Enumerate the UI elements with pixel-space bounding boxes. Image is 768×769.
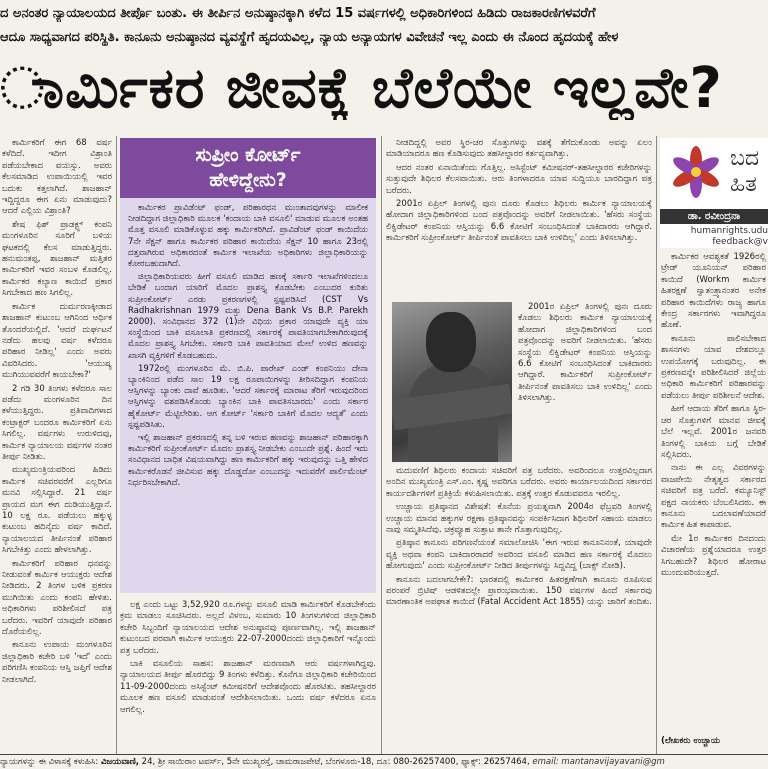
column-brand-box (660, 138, 768, 248)
author-note: (ಲೇಖಕರು ಉಚ್ಚಾಯ (661, 736, 720, 746)
paragraph: 1972ರಲ್ಲಿ ಮಂಗಳೂರಿನ ಮೆ. ಬಿ.ಪಿ. ಪಾರೇಖ್ ಎಂಡ್ ಕಂಪನಿಯು ದೇನಾ ಬ್ಯಾಂಕಿನಿಂದ ಪಡೆದ ಸಾಲ 19 ಲಕ್ಷ ರೂಪಾಯಿಗಳನ್ನು ತೀರಿಸದಿದ್ದಾಗ ಕಂಪನಿಯ ಆಸ್ತಿಗಳನ್ನು ಬ್ಯಾಂಕು ದಾವೆ ಹೂಡಿತು. 'ಆದರೆ ಸರ್ಕಾರಕ್ಕೆ ಮಾರಾಟ ತೆರಿಗೆ ಇರುವುದರಿಂದ ಆಸ್ತಿಗಳನ್ನು ವಶಪಡಿಸಿಕೊಂಡು ಬ್ಯಾಂಕಿನ ಬಾಕಿ ಪಾವತಿಸಬಾರದು' ಎಂದು ಸರ್ಕಾರ ಹೈಕೋರ್ಟ್ ಮೆಟ್ಟಿಲೇರಿತು. ಆಗ ಕೋರ್ಟ್ 'ಸರ್ಕಾರಿ ಬಾಕಿಗೆ ಮೊದಲ ಆದ್ಯತೆ' ಎಂದು ಸ್ಪಷ್ಟಪಡಿಸಿತು. (128, 363, 368, 430)
column-divider (116, 136, 117, 754)
top-line-1: ದ ಅನಂತರ ನ್ಯಾಯಾಲಯದ ತೀರ್ಪೊ ಬಂತು. ಈ ತೀರ್ಪಿನ ಅನುಷ್ಠಾನಕ್ಕಾಗಿ ಕಳೆದ 15 ವರ್ಷಗಳಲ್ಲಿ ಅಧಿಕಾರಿಗಳಿಂದ ಹಿಡಿದು ರಾಜಕಾರಣಿಗಳವರೆಗೆ (0, 6, 596, 21)
paragraph: ಕಾರ್ಮಿಕರ ಪ್ರಾವಿಡೆಂಟ್ ಫಂಡ್, ಪರಿಹಾರಧನ ಮುಂತಾದವುಗಳನ್ನು ಮಾಲೀಕ ನೀಡದಿದ್ದಾಗ ಜಿಲ್ಲಾಧಿಕಾರಿ ಮೂಲಕ 'ಕಂದಾಯ ಬಾಕಿ ವಸೂಲಿ' ಮಾಡುವ ಮೂಲಕ ಅಂತಹ ಮೊತ್ತ ವಸೂಲಿ ಮಾಡಿಕೊಳ್ಳುವ ಹಕ್ಕು ಕಾರ್ಮಿಕರಿಗಿದೆ. ಪ್ರಾವಿಡೆಂಟ್ ಫಂಡ್ ಕಾಯಿದೆಯ 7ನೇ ಸೆಕ್ಷನ್ ಹಾಗೂ ಕಾರ್ಮಿಕರ ಪರಿಹಾರ ಕಾಯಿದೆಯ ಸೆಕ್ಷನ್ 10 ಹಾಗೂ 23ರಲ್ಲಿ ದತ್ತವಾಗಿರುವ ಅಧಿಕಾರದಂತೆ ಕಾರ್ಮಿಕ ಇಲಾಖೆಯ ಅಧಿಕಾರಿಗಳು ಜಿಲ್ಲಾಧಿಕಾರಿಯನ್ನು ಕೋರಬಹುದಾಗಿದೆ. (128, 203, 368, 270)
paragraph: 2 ಗಡಿ 30 ತಿಂಗಳು ಕಳೆದರೂ ಸಾಲ ಪಡೆದು ಮಂಗಳೂರಿನ ದಿನ ಕಳೆಯುತ್ತಿದ್ದರು. ಪ್ರತಿವಾದಿಗಳಾದ ಕಂಟ್ರಾಕ್ಟರ್ ಬಂದರೂ ಕಾರ್ಮಿಕರಿಗೆ ಏನು ಸಿಗಲಿಲ್ಲ. ವರ್ಷಗಳು ಉರುಳಿದವು, ಕಾರ್ಮಿಕ ನ್ಯಾಯಾಲಯ ವರ್ಷಗಳ ನಂತರ ತೀರ್ಪು ನೀಡಿತು. (2, 383, 112, 462)
worker-photo (392, 302, 512, 462)
paragraph: ಕಾರ್ಮಿಕರಿಗೆ ಈಗ 68 ವರ್ಷ ಕಳೆದಿದೆ. ಇದೀಗ ವಿಶ್ರಾಂತಿ ಪಡೆಯಬೇಕಾದ ವಯಸ್ಸು. ಅವರು ಕೆಲಸಮಾಡಿದ ಉಪಾಯಿಯಲ್ಲಿ ಇವರ ಬದುಕು ಕತ್ತಲಾಗಿದೆ. ಶಾಜಹಾನ್ ಇದ್ದಿದ್ದರೂ ಈಗ ಏನು ಮಾಡುವುದು? ಆದರೆ ಎಲ್ಲಿಯ ವಿಶ್ರಾಂತಿ? (2, 138, 112, 217)
paragraph: ಲಕ್ಷ ಎಂದು ಒಟ್ಟು 3,52,920 ರೂ.ಗಳನ್ನು ವಸೂಲಿ ಮಾಡಿ ಕಾರ್ಮಿಕರಿಗೆ ಕೊಡಬೇಕೆಂದು ಕ್ರಮ ಮಾಡಲು ಸೂಚಿಸಿದರು. ಅಲ್ಲದೆ ವಿಳಂಬ, ಸುಮಾರು 10 ತಿಂಗಳುಗಳಿಂದ ಜಿಲ್ಲಾಧಿಕಾರಿ ಕಚೇರಿ ಸಿಬ್ಬಂದಿಗೆ ನ್ಯಾಯಾಲಯದ ಆದೇಶ ಅನುಷ್ಠಾನವು ಪೂರ್ಣವಾಗಿಲ್ಲ. ಇಲ್ಲಿ ಶಾಜಹಾನ್ ಕುಟುಂಬದ ಪರವಾಗಿ ಕಾರ್ಮಿಕ ಆಯುಕ್ತರು 22-07-2000ದಂದು ಜಿಲ್ಲಾಧಿಕಾರಿಗೆ ಇನ್ನೊಂದು ಪತ್ರ ಬರೆದರು. (120, 600, 376, 656)
left-column (2, 138, 112, 750)
right-column-top (386, 138, 652, 300)
paragraph: 2001ರ ಏಪ್ರಿಲ್ ತಿಂಗಳಲ್ಲಿ ಪುನಃ ದೂರು ಕೊಡಲು ಶಿಥಿಲರು ಕಾರ್ಮಿಕ ನ್ಯಾಯಾಲಯಕ್ಕೆ ಹೋದಾಗ ಜಿಲ್ಲಾಧಿಕಾರಿಗಳಿಂದ ಬಂದ ಪತ್ರವೊಂದನ್ನು ಅವರಿಗೆ ನೀಡಲಾಯಿತು. 'ಹೆಸರು ಸಂಸ್ಥೆಯ ಲಿಕ್ವಿಡೇಟರ್ ಕಂಪನಿಯ ಆಸ್ತಿಯನ್ನು 6.6 ಕೋಟಿಗೆ ಸಂಬಂಧಿಸಿದಂತೆ ಬಾಕಿದಾರರು ಆಗಿದ್ದಾರೆ. ಕಾರ್ಮಿಕರಿಗೆ ಸುಪ್ರೀಂಕೋರ್ಟ್ ತೀರ್ಪಿನಂತೆ ಪಾವತಿಸಲು ಬಾಕಿ ಉಳಿದಿಲ್ಲ' ಎಂದು ತಿಳಿಸಲಾಗಿತ್ತು. (518, 302, 652, 404)
footer-email[interactable]: email: mantanavijayavani@gm (532, 757, 665, 767)
paragraph: ಉಚ್ಚಾಯ ಪ್ರತಿಷ್ಠಾನದ ವಿಶೇಷತೆ: ಕೊನೆಯ ಪ್ರಯತ್ನವಾಗಿ 2004ರ ಫೆಬ್ರವರಿ ತಿಂಗಳಲ್ಲಿ ಉಚ್ಚಾಯ ಮಾನವ ಹಕ್ಕುಗಳ ರಕ್ಷಣಾ ಪ್ರತಿಷ್ಠಾನವನ್ನು ಸಂಪರ್ಕಿಸಿದಾಗ ಶಿಥಿಲರಿಗೆ ಸಹಾಯ ಮಾಡಲು ನಾವು ಸಮ್ಮತಿಸಿದೆವು. ಚಕ್ರವ್ಯೂಹ ಸುತ್ತಾಟ ತಾನೇ ಗೊತ್ತಾಗುವುದಿಲ್ಲ. (386, 502, 652, 536)
column-title: ಬದ ಹಿತ (730, 146, 760, 197)
box-title (120, 138, 376, 198)
footer-text: ನ್ಯಾಯಗಳನ್ನು ಈ ವಿಳಾಸಕ್ಕೆ ಕಳುಹಿಸಿ: (0, 757, 101, 767)
box-title-line-1: ಸುಪ್ರೀಂ ಕೋರ್ಟ್ (195, 144, 301, 166)
box-title-line-2: ಹೇಳಿದ್ದೇನು? (209, 169, 287, 191)
far-right-column (661, 252, 766, 732)
paragraph: ಪ್ರತಿಷ್ಠಾನ ಕಾನೂನು ಪರಿಗಣನೆಯಂತೆ ಸಮಾಲೋಚಿಸಿ 'ಈಗ ಇರುವ ಕಾನೂನಿನಂತೆ, ಯಾವುದೇ ವ್ಯಕ್ತಿ ಅಥವಾ ಕಂಪನಿ ಬಾಕಿದಾರರಾದರೆ ಅವರಿಂದ ವಸೂಲಿ ಮಾಡಿದ ಹಣ ಸರ್ಕಾರಕ್ಕೆ ಮೊದಲು ಹೋಗುವುದು' ಎಂದು ಸುಪ್ರೀಂಕೋರ್ಟ್ ನೀಡಿದ ತೀರ್ಪುಗಳನ್ನು ಸಿದ್ದವಿದ್ದ (ಬಾಕ್ಸ್ ನೋಡಿ). (386, 538, 652, 572)
paragraph: ಕಾನೂನು ಉಪಾಯ ಮಂಗಳೂರಿನ ಜಿಲ್ಲಾಧಿಕಾರಿ ಕಚೇರಿ ಬಳಿ 'ಇದೆ' ಎಂದು ಪರಿಗಣಿಸಿ ಕಂಪನಿಯ ಆಸ್ತಿ ಜಪ್ತಿಗೆ ಆದೇಶ ನೀಡಲಾಗಿದೆ. (2, 640, 112, 685)
paragraph: ಕಾನೂನು ಬದಲಾಗಬೇಕೇ?: ಭಾರತದಲ್ಲಿ ಕಾರ್ಮಿಕರ ಹಿತರಕ್ಷಣೆಗಾಗಿ ಕಾನೂನು ರೂಪಿಸುವ ಪರಂಪರೆ ಬ್ರಿಟಿಷ್ ಆಡಳಿತದಲ್ಲೇ ಪ್ರಾರಂಭವಾಯಿತು. 150 ವರ್ಷಗಳ ಹಿಂದೆ ಸರ್ಕಾರವು ಮಾರಣಾಂತಿಕ ಅಪಘಾತ ಕಾಯಿದೆ (Fatal Accident Act 1855) ಯನ್ನು ಜಾರಿಗೆ ತಂದಿತು. (386, 574, 652, 608)
flower-logo-icon (670, 146, 722, 198)
paragraph: ಬಾಕಿ ವಸೂಲಿಯ ಸಾಹಸ: ಶಾಜಹಾನ್ ಮರಣವಾಗಿ ಆರು ವರ್ಷಗಳಾಗಿದ್ದವು. ನ್ಯಾಯಾಲಯದ ತೀರ್ಪು ಹೊರಬಿದ್ದು 9 ತಿಂಗಳು ಕಳೆದಿತ್ತು. ಕೊನೆಗೂ ಜಿಲ್ಲಾಧಿಕಾರಿ ಕಚೇರಿಯಿಂದ 11-09-2000ದಂದು ಅಸಿಸ್ಟೆಂಟ್ ಕಮೀಷನರಿಗೆ ಆದೇಶವೊಂದು ಹೊರಟಿತು. ತಹಸೀಲ್ದಾರರ ಮೂಲಕ ಹಣ ವಸೂಲಿ ಮಾಡುವಂತೆ ಆದೇಶಿಸಲಾಯಿತು. ಒಂದು ವರ್ಷ ಕಳೆದರೂ ಏನೂ ಆಗಲಿಲ್ಲ. (120, 659, 376, 715)
top-line-2: ಆದೂ ಸಾಧ್ಯವಾಗದ ಪರಿಸ್ಥಿತಿ. ಕಾನೂನು ಅನುಷ್ಠಾನದ ವ್ಯವಸ್ಥೆಗೆ ಹೃದಯವಿಲ್ಲ, ನ್ಯಾಯ ಅನ್ಯಾಯಗಳ ವಿವೇಚನೆ ಇಲ್ಲ ಎಂದು ಈ ನೊಂದ ಹೃದಯಕ್ಕೆ ಹೇಳ (0, 30, 619, 45)
author-contact (660, 226, 768, 248)
right-column-beside-photo (518, 302, 652, 464)
paragraph: ಮದುವಣಿಗೆ ಶಿಥಿಲರು ಕಂದಾಯ ಸಚಿವರಿಗೆ ಪತ್ರ ಬರೆದರು. ಅವರಿಂದಲೂ ಉತ್ತರವಿಲ್ಲದಾಗ ಅಂದಿನ ಮುಖ್ಯಮಂತ್ರಿ ಎಸ್.ಎಂ. ಕೃಷ್ಣ ಅವರಿಗೂ ಬರೆದರು. ಅವರು ಕಾರ್ಯಾಲಯದಿಂದ ಸರ್ಕಾರದ ಕಾರ್ಯದರ್ಶಿಗಳಿಗೆ ಪ್ರತಿಕ್ರಿಯೆ ಕಳುಹಿಸಲಾಯಿತು. ಪತ್ರಕ್ಕೆ ಉತ್ತರ ಕೊಡುವವರೂ ಇರಲಿಲ್ಲ. (386, 466, 652, 499)
paragraph: ಆದರ ನಂತರ ಏನಾಯಿತೆಂದು ಗೊತ್ತಿಲ್ಲ. ಅಸಿಸ್ಟೆಂಟ್ ಕಮೀಷನರ್-ತಹಸೀಲ್ದಾರರ ಕಚೇರಿಗಳನ್ನು ಸುತ್ತುವುದೇ ಶಿಥಿಲರ ಕೆಲಸವಾಯಿತು. ಆರು ತಿಂಗಳಾದರೂ ಯಾವ ಸುದ್ದಿಯೂ ಬಾರದಿದ್ದಾಗ ಪತ್ರ ಬರೆದರು. (386, 162, 652, 196)
paragraph: ಶೇಷ ಫಿಶ್ ಪ್ರಾಡಕ್ಟ್ಸ್ ಕಂಪನಿ ಮಂಗಳೂರಿನ ಸೂರಿಗೆ ಬಳಿಯ ಘಟಕದಲ್ಲಿ ಕೆಲಸ ಮಾಡುತ್ತಿದ್ದರು. ಹನುಮಂತಪ್ಪ, ಶಾಜಹಾನ್ ಮತ್ತಿತರ ಕಾರ್ಮಿಕರಿಗೆ ಇವರ ಸಂಬಳ ಕೊಡಲಿಲ್ಲ. ಕಾರ್ಮಿಕರ ಕಲ್ಯಾಣ ಕಾಯಿದೆ ಪ್ರಕಾರ ಸಿಗಬೇಕಾದ ಹಣ ಸಿಗಲಿಲ್ಲ. (2, 219, 112, 299)
paragraph: ನೀಡದಿದ್ದಲ್ಲಿ ಅವರ ಸ್ಥಿರ-ಚರ ಸೊತ್ತುಗಳನ್ನು ವಶಕ್ಕೆ ತೆಗೆದುಕೊಂಡು ಅವನ್ನು ಏಲಂ ಮಾಡಿಯಾದರೂ ಹಣ ಕೊಡಿಸುವುದು ತಹಸೀಲ್ದಾರರ ಕರ್ತವ್ಯವಾಗಿತ್ತು. (386, 138, 652, 160)
feedback-email[interactable]: feedback@v (712, 237, 768, 247)
footer (0, 754, 768, 769)
middle-bottom-column (120, 600, 376, 750)
paragraph: 2001ರ ಏಪ್ರಿಲ್ ತಿಂಗಳಲ್ಲಿ ಪುನಃ ದೂರು ಕೊಡಲು ಶಿಥಿಲರು ಕಾರ್ಮಿಕ ನ್ಯಾಯಾಲಯಕ್ಕೆ ಹೋದಾಗ ಜಿಲ್ಲಾಧಿಕಾರಿಗಳಿಂದ ಬಂದ ಪತ್ರವೊಂದನ್ನು ಅವರಿಗೆ ನೀಡಲಾಯಿತು. 'ಹೆಸರು ಸಂಸ್ಥೆಯ ಲಿಕ್ವಿಡೇಟರ್ ಕಂಪನಿಯ ಆಸ್ತಿಯನ್ನು 6.6 ಕೋಟಿಗೆ ಸಂಬಂಧಿಸಿದಂತೆ ಬಾಕಿದಾರರು ಆಗಿದ್ದಾರೆ. ಕಾರ್ಮಿಕರಿಗೆ ಸುಪ್ರೀಂಕೋರ್ಟ್ ತೀರ್ಪಿನಂತೆ ಪಾವತಿಸಲು ಬಾಕಿ ಉಳಿದಿಲ್ಲ' ಎಂದು ತಿಳಿಸಲಾಗಿತ್ತು. (386, 199, 652, 244)
supreme-court-box (120, 138, 376, 593)
paragraph: ಜಿಲ್ಲಾಧಿಕಾರಿಯವರು ಹೀಗೆ ವಸೂಲಿ ಮಾಡಿದ ಹಣಕ್ಕೆ ಸರ್ಕಾರಿ ಇಲಾಖೆಗಳಿಂದಲೂ ಬೇಡಿಕೆ ಬಂದಾಗ ಯಾರಿಗೆ ಮೊದಲ ಪ್ರಾಶಸ್ತ್ಯ ಕೊಡಬೇಕು ಎಂಬುದರ ಕುರಿತು ಸುಪ್ರೀಂಕೋರ್ಟ್ ಎರಡು ಪ್ರಕರಣಗಳಲ್ಲಿ ಸ್ಪಷ್ಟಪಡಿಸಿದೆ (CST Vs Radhakrishnan 1979 ಮತ್ತು Dena Bank Vs B.P. Parekh 2000). ಸಂವಿಧಾನದ 372 (1)ನೇ ವಿಧಿಯ ಪ್ರಕಾರ ಯಾವುದೇ ವ್ಯಕ್ತಿ ಯಾ ಸಂಸ್ಥೆಯಿಂದ ಬಾಕಿ ವಸೂಲಾತಿ ಪ್ರಕರಣದಲ್ಲಿ ಸರ್ಕಾರಕ್ಕೆ ಪಾವತಿಯಾಗಬೇಕಾಗಿರುವುದಕ್ಕೆ ಮೊದಲ ಪ್ರಾಶಸ್ತ್ಯ ಸಿಗಬೇಕು. ಸರ್ಕಾರಿ ಬಾಕಿ ಪಾವತಿಯಾದ ಮೇಲೆ ಉಳಿದ ಹಣವನ್ನು ಖಾಸಗಿ ವ್ಯಕ್ತಿಗಳಿಗೆ ಕೊಡಬಹುದು. (128, 272, 368, 361)
right-column-bottom (386, 466, 652, 750)
paragraph: ಕಾರ್ಮಿಕರಿಗೆ ಪರಿಹಾರ ಧನವನ್ನು ನೀಡುವಂತೆ ಕಾರ್ಮಿಕ ಆಯುಕ್ತರು ಆದೇಶ ನೀಡಿದರು. 2 ತಿಂಗಳ ಬಳಿಕ ಪ್ರಕರಣ ಮುಗಿಯಿತು ಎಂದು ಕಂಪನಿ ಹೇಳಿತು. ಅಧಿಕಾರಿಗಳು ಪರಿಶೀಲಿಸದೆ ಪತ್ರ ಬರೆದರು. ಇವರಿಗೆ ಯಾವುದೇ ಪರಿಹಾರ ದೊರೆಯಲಿಲ್ಲ. (2, 558, 112, 638)
paragraph: ಇಲ್ಲಿ ಶಾಜಹಾನ್ ಪ್ರಕರಣದಲ್ಲಿ ತನ್ನ ಬಳಿ ಇರುವ ಹಣವನ್ನು ಶಾಜಹಾನ್ ಪರಿಹಾರಕ್ಕಾಗಿ ಕಾರ್ಮಿಕರಿಗೆ ಸುಪ್ರೀಂಕೋರ್ಟ್ ಮೊದಲ ಪ್ರಾಶಸ್ತ್ಯ ನೀಡಬೇಕು ಎಂಬುದೇ ಪ್ರಶ್ನೆ. ಹಿಂದೆ ಇದು ಸಂವಿಧಾನದ ಬಾಧಿತ ವಿಷಯವಾಗಿದ್ದು ಹಣ ಕಾರ್ಮಿಕರಿಗೆ ಹಕ್ಕು ಇರುವುದನ್ನು ಒತ್ತಿ ಹೇಳಿದ ಕಾರ್ಮಿಕರೊಡನೆ ಜೀವಿಸುವ ಹಕ್ಕು ದೊಡ್ಡದೋ ಎಂಬುದನ್ನು ಇದುವರೆಗೆ ಪಾರ್ಲಿಮೆಂಟ್ ನಿರ್ಧರಿಸಬೇಕಾಗಿದೆ. (128, 433, 368, 488)
box-body (120, 198, 376, 593)
paragraph: ಹೀಗೆ ಆದಾಯ ತೆರಿಗೆ ಹಾಗೂ ಸ್ಥಿರ-ಚರ ಸೊತ್ತುಗಳಿಗೆ ಮಾನವ ಜೀವಕ್ಕೆ ಬೆಲೆ ಇಲ್ಲವೆ. 2001ರ ಜನವರಿ ತಿಂಗಳಲ್ಲಿ ಬಾಕಿಯ ಬಗ್ಗೆ ಬೇಡಿಕೆ ಸಲ್ಲಿಸಿದರು. (661, 404, 766, 460)
headline: ಾರ್ಮಿಕರ ಜೀವಕ್ಕೆ ಬೆಲೆಯೇ ಇಲ್ಲವೇ? (0, 58, 723, 120)
column-divider (656, 136, 657, 754)
footer-address: 24, ಶ್ರೀ ಸಾಯಿರಾಂ ಟವರ್ಸ್, 5ನೇ ಮುಖ್ಯರಸ್ತೆ, ಚಾಮರಾಜಪೇಟೆ, ಬೆಂಗಳೂರು-18, ದೂ: 080-26257400, ಫ್ಯಾಕ್ಸ್: 26257464, (138, 757, 533, 767)
paragraph: ಕಾನೂನು ಪಾಲಿಸಬೇಕಾದ ಶಾಸನಗಳು ಯಾವ ದೇಶದಲ್ಲೂ ಉಪಯೋಗಕ್ಕೆ ಬರುವುದಿಲ್ಲ. ಈ ಪ್ರಕರಣವನ್ನೇ ಪರಿಶೀಲಿಸಿದರೆ ಜಿಲ್ಲೆಯ ಅಧಿಕಾರಿ ಕಾರ್ಮಿಕರಿಗೆ ಪರಿಹಾರವನ್ನು ಪಡೆಯಲು ತೀರ್ಪು ಪರಿಶೀಲನೆ ಆದೇಶ. (661, 333, 766, 401)
paragraph: ಕಾರ್ಮಿಕರ ಆವಶ್ಯಕತೆ 1926ರಲ್ಲಿ ಟ್ರೇಡ್ ಯೂನಿಯನ್ ಪರಿಹಾರ ಕಾಯಿದೆ (Workm ಕಾರ್ಮಿಕ ಹಿತರಕ್ಷಣೆ ಸ್ವಾತಂತ್ರ್ಯಾನಂತರ ಅನೇಕ ಪರಿಹಾರ ಕಾಯಿದೆಗಳು ರಾಜ್ಯ ಹಾಗೂ ಕೇಂದ್ರ ಸರ್ಕಾರಗಳು ಇವಾಗಿದ್ದರೂ ಹೊಣೆ. (661, 252, 766, 331)
column-divider (381, 136, 382, 754)
paragraph: ಮುಖ್ಯಮಂತ್ರಿಯವರಿಂದ ಹಿಡಿದು ಕಾರ್ಮಿಕ ಸಚಿವರವರೆಗೆ ಎಲ್ಲರಿಗೂ ಮನವಿ ಸಲ್ಲಿಸಿದ್ದಾರೆ. 21 ವರ್ಷ ಪ್ರಾಯದ ಮಗ ಈಗ ದುಡಿಯುತ್ತಿದ್ದಾನೆ. 10 ಲಕ್ಷ ರೂ. ಪಡೆಯಲು ಹಕ್ಕುಳ್ಳ ಕುಟುಂಬ ಹದಿನೈದು ವರ್ಷ ಕಾದಿದೆ. ನ್ಯಾಯಾಲಯದ ತೀರ್ಪಿನಂತೆ ಪರಿಹಾರ ಸಿಗಬೇಕಿತ್ತು ಎಂದು ಹೇಳಲಾಗಿತ್ತು. (2, 465, 112, 556)
author-name: ಡಾ. ರವೀಂದ್ರನಾ (660, 209, 768, 224)
paragraph: ಕಾರ್ಮಿಕ ದುರ್ಮರಣಕ್ಕೀಡಾದ ಶಾಜಹಾನ್ ಕುಟುಂಬ ಆಗಿನಿಂದ ಆರ್ಥಿಕ ತೊಂದರೆಯಲ್ಲಿದೆ. 'ಆದರೆ ದುರ್ಘಟನೆ ನಡೆದು ಹಲವು ವರ್ಷ ಕಳೆದರೂ ಪರಿಹಾರ ನೀಡಿಲ್ಲ' ಎಂದು ಅವರು ವಿವರಿಸಿದರು. 'ಆಯುಷ್ಯ ಮುಗಿಯುವವರೆಗೆ ಕಾಯಬೇಕಾ?' (2, 301, 112, 381)
website-link[interactable]: humanrights.udu (690, 226, 768, 236)
paragraph: ನಾನು ಈ ಎಲ್ಲ ವಿವರಗಳನ್ನು ವಾಜಪೇಯಿ ನೇತೃತ್ವದ ಸರ್ಕಾರದ ಸಚಿವರಿಗೆ ಪತ್ರ ಬರೆದೆ. ಕಮ್ಯೂನಿಸ್ಟ್ ಪಕ್ಷದ ನಾಯಕರು ಬೆಂಬಲಿಸಿದರು. ಈ ಕಾನೂನು ಬದಲಾವಣೆಯಾದರೆ ಕಾರ್ಮಿಕ ಹಿತ ಕಾಪಾಡುವ. (661, 463, 766, 531)
paragraph: ಮೇ 1ರ ಕಾರ್ಮಿಕರ ದಿನದಂದು ವಿಚಾರಣೆಯ ಪ್ರಶ್ನೆಯಾದರೂ ಉತ್ತರ ಸಿಗಬಹುದೇ? ಶಿಥಿಲರ ಹೋರಾಟ ಮುಂದುವರಿಯುತ್ತದೆ. (661, 533, 766, 578)
footer-publication: ವಿಜಯವಾಣಿ, (100, 757, 139, 767)
